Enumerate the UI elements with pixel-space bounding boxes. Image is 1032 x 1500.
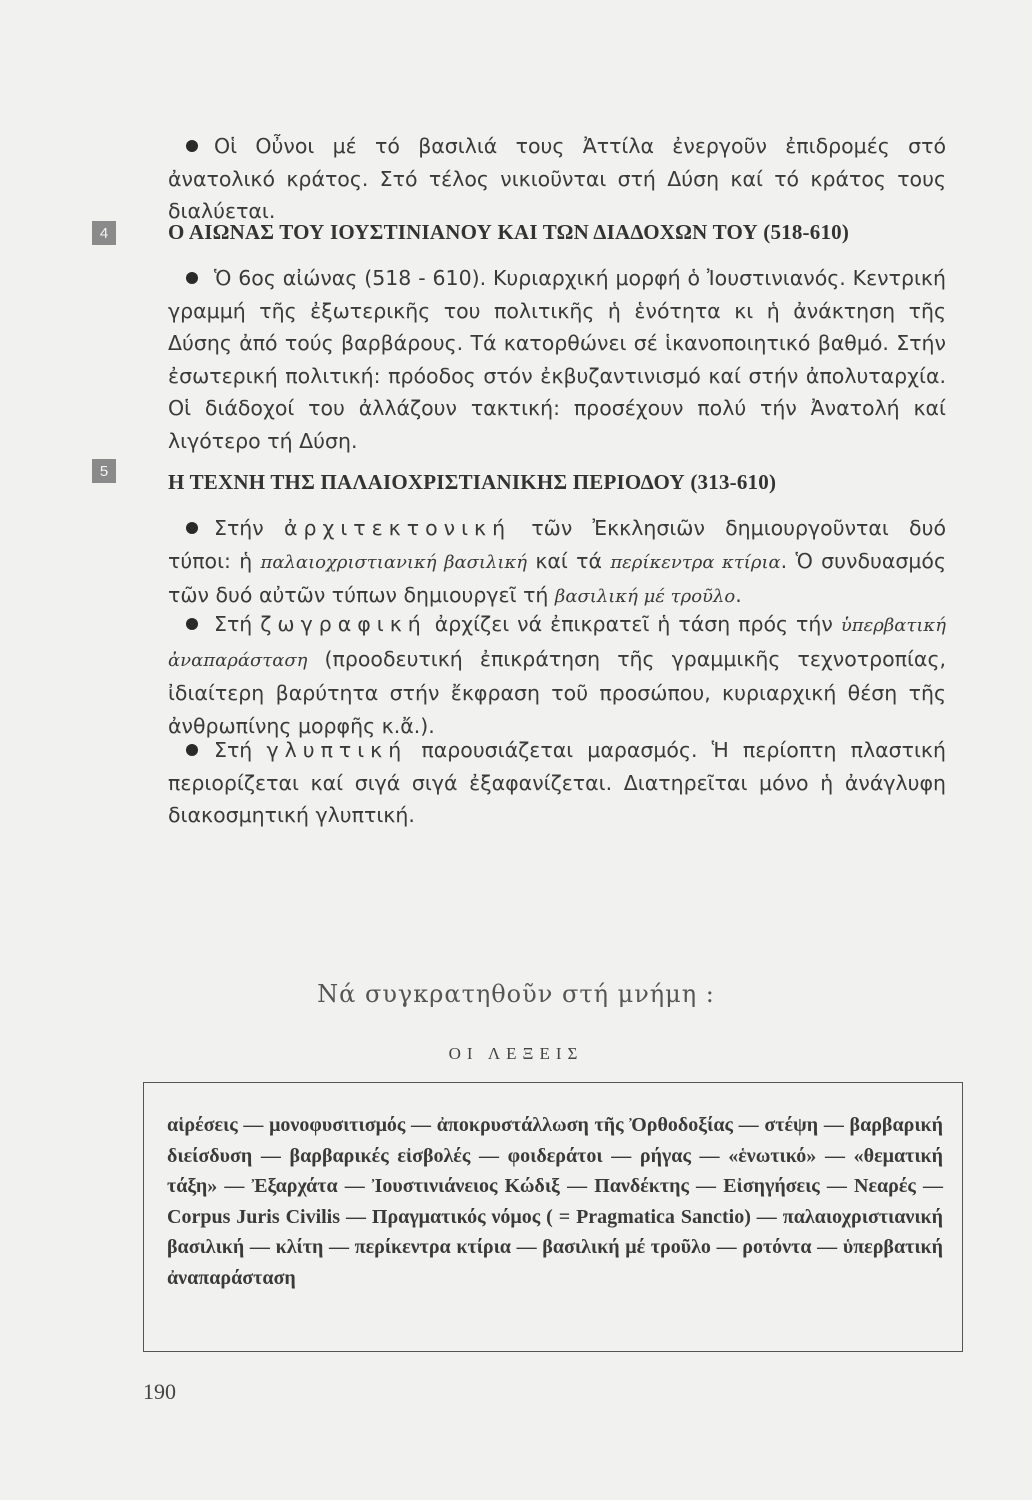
architecture-paragraph: Στήν ἀρχιτεκτονική τῶν Ἐκκλησιῶν δημιουργοῦνται δυό τύποι: ἡ παλαιοχριστιανική βασιλική καί τά περίκεντρα κτίρια. Ὁ συνδυασμός τῶν δυό αὐτῶν τύπων δημιουργεῖ τή βασιλική μέ τροῦλο. (168, 516, 946, 608)
section4-paragraph (168, 262, 946, 458)
terms-list: αἱρέσεις — μονοφυσιτισμός — ἀποκρυστάλλωση τῆς Ὀρθοδοξίας — στέψη — βαρβαρική διείσδυση — βαρβαρικές εἰσβολές — φοιδεράτοι — ρήγας — «ἑνωτικό» — «θεματική τάξη» — Ἐξαρχάτα — Ἰουστινιάνειος Κώδιξ — Πανδέκτης — Εἰσηγήσεις — Νεαρές — Corpus Juris Civilis — Πραγματικός νόμος ( = Pragmatica Sanctio) — παλαιοχριστιανική βασιλική — κλίτη — περίκεντρα κτίρια — βασιλική μέ τροῦλο — ροτόντα — ὑπερβατική ἀναπαράσταση (167, 1114, 943, 1289)
remember-heading: Νά συγκρατηθοῦν στή μνήμη : (317, 980, 715, 1008)
intro-text: Οἱ Οὖνοι μέ τό βασιλιά τους Ἀττίλα ἐνεργοῦν ἐπιδρομές στό ἀνατολικό κράτος. Στό τέλος νικιοῦνται στή Δύση καί τό κράτος τους διαλύεται. (168, 134, 946, 224)
italic-term: βασιλική μέ τροῦλο (554, 586, 736, 608)
spaced-term: ζωγραφική (260, 612, 427, 636)
bullet-icon (186, 744, 198, 756)
section-number-box: 5 (92, 459, 116, 483)
page-number: 190 (143, 1379, 176, 1404)
bullet-icon (186, 618, 198, 630)
section-title: Η ΤΕΧΝΗ ΤΗΣ ΠΑΛΑΙΟΧΡΙΣΤΙΑΝΙΚΗΣ ΠΕΡΙΟΔΟΥ (313-610) (168, 470, 777, 494)
spaced-term: γλυπτική (266, 738, 408, 762)
bullet-icon (186, 140, 198, 152)
words-subheading: ΟΙ ΛΕΞΕΙΣ (448, 1044, 584, 1063)
painting-paragraph: Στή ζωγραφική ἀρχίζει νά ἐπικρατεῖ ἡ τάση πρός τήν ὑπερβατική ἀναπαράσταση (προοδευτική ἐπικράτηση τῆς γραμμικῆς τεχνοτροπίας, ἰδιαίτερη βαρύτητα στήν ἔκφραση τοῦ προσώπου, κυριαρχική θέση τῆς ἀνθρωπίνης μορφῆς κ.ἄ.). (168, 612, 946, 738)
bullet-icon (186, 272, 198, 284)
spaced-term: ἀρχιτεκτονική (283, 516, 512, 540)
section-number-box: 4 (92, 221, 116, 245)
sculpture-paragraph: Στή γλυπτική παρουσιάζεται μαρασμός. Ἡ περίοπτη πλαστική περιορίζεται καί σιγά σιγά ἐξαφανίζεται. Διατηρεῖται μόνο ἡ ἀνάγλυφη διακοσμητική γλυπτική. (168, 738, 946, 828)
italic-term: περίκεντρα κτίρια (610, 551, 781, 573)
bullet-icon (186, 522, 198, 534)
intro-paragraph (168, 130, 946, 228)
section-title: Ο ΑΙΩΝΑΣ ΤΟΥ ΙΟΥΣΤΙΝΙΑΝΟΥ ΚΑΙ ΤΩΝ ΔΙΑΔΟΧΩΝ ΤΟΥ (518-610) (168, 220, 850, 244)
section4-text: Ὁ 6ος αἰώνας (518 - 610). Κυριαρχική μορφή ὁ Ἰουστινιανός. Κεντρική γραμμή τῆς ἐξωτερικῆς του πολιτικῆς ἡ ἑνότητα κι ἡ ἀνάκτηση τῆς Δύσης ἀπό τούς βαρβάρους. Τά κατορθώνει σέ ἱκανοποιητικό βαθμό. Στήν ἐσωτερική πολιτική: πρόοδος στόν ἐκβυζαντινισμό καί στήν ἀπολυταρχία. Οἱ διάδοχοί του ἀλλάζουν τακτική: προσέχουν πολύ τήν Ἀνατολή καί λιγότερο τή Δύση. (168, 266, 946, 453)
italic-term: παλαιοχριστιανική βασιλική (260, 551, 528, 573)
italic-term: ὑπερβατική ἀναπαράσταση (168, 615, 946, 671)
